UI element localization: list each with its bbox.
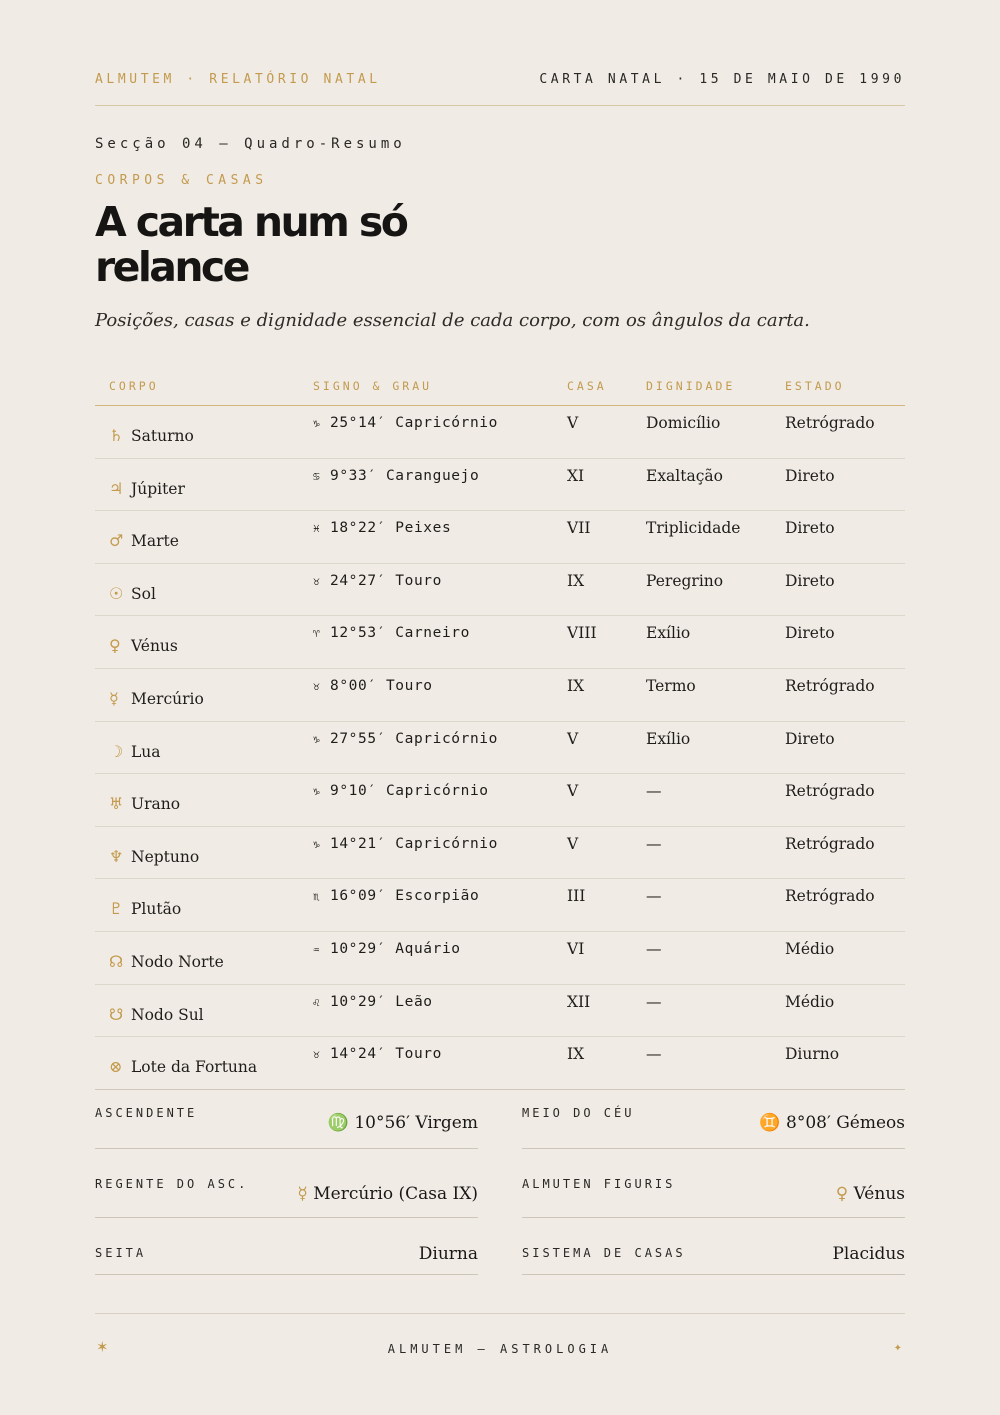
state-cell: Direto [785, 571, 835, 590]
house-cell: XII [567, 992, 591, 1011]
zodiac-sign-icon: ♓ [313, 522, 321, 536]
page-title: A carta num só relance [95, 198, 407, 291]
sign-position: 18°22′ Peixes [330, 520, 452, 537]
zodiac-sign-icon: ♑ [313, 837, 321, 851]
house-cell: VI [567, 939, 585, 958]
table-row [95, 879, 905, 932]
sign-cell [313, 941, 461, 957]
state-cell: Retrógrado [785, 414, 875, 432]
zodiac-sign-icon: ♑ [313, 417, 321, 430]
star-ornament-icon: ✦ [893, 1343, 902, 1354]
page-subtitle: Posições, casas e dignidade essencial de cada corpo, com os ângulos da carta. [95, 310, 810, 331]
sign-cell [313, 625, 470, 641]
table-row [95, 722, 905, 775]
dignity-cell: — [646, 939, 662, 958]
angle-label: SEITA [95, 1246, 147, 1260]
angle-almuten [522, 1165, 905, 1218]
state-cell: Retrógrado [785, 887, 875, 906]
body-name: Saturno [131, 427, 194, 445]
sign-cell [313, 731, 498, 747]
almuten-value: Vénus [853, 1184, 905, 1204]
sign-position: 25°14′ Capricórnio [330, 415, 498, 431]
table-row [95, 985, 905, 1038]
angle-label: MEIO DO CÉU [522, 1106, 635, 1120]
angle-value [836, 1184, 905, 1204]
sign-cell [313, 783, 489, 799]
sign-position: 14°21′ Capricórnio [330, 835, 498, 852]
venus-icon: ♀ [835, 1184, 849, 1204]
planet-glyph-icon: ☊ [109, 951, 124, 971]
column-header-sign: SIGNO & GRAU [313, 379, 433, 393]
body-name: Neptuno [131, 847, 200, 866]
body-name: Plutão [131, 900, 182, 919]
dignity-cell: — [646, 1045, 662, 1064]
house-cell: VII [567, 519, 591, 538]
dignity-cell: Domicílio [646, 414, 721, 432]
section-kicker: CORPOS & CASAS [95, 173, 268, 188]
angle-label: ASCENDENTE [95, 1106, 198, 1120]
sign-position: 24°27′ Touro [330, 572, 442, 589]
sign-position: 14°24′ Touro [330, 1046, 442, 1063]
zodiac-sign-icon: ♉ [313, 1048, 321, 1062]
body-name: Nodo Sul [131, 1005, 204, 1024]
house-cell: IX [567, 571, 585, 590]
sign-cell [313, 415, 498, 431]
body-name: Júpiter [131, 479, 185, 498]
table-row [95, 511, 905, 564]
table-body [95, 406, 905, 1090]
planet-glyph-icon: ☿ [109, 688, 119, 708]
sign-cell [313, 678, 433, 694]
angle-value [759, 1113, 905, 1133]
sign-position: 10°29′ Aquário [330, 940, 461, 957]
dignity-cell: — [646, 992, 662, 1011]
state-cell: Retrógrado [785, 676, 875, 695]
angle-label: ALMUTEN FIGURIS [522, 1177, 676, 1191]
zodiac-sign-icon: ♋ [313, 469, 321, 483]
table-row [95, 406, 905, 459]
state-cell: Diurno [785, 1045, 840, 1064]
planet-glyph-icon: ♅ [109, 794, 124, 814]
body-cell [109, 742, 161, 761]
house-cell: III [567, 887, 586, 906]
dignity-cell: Exaltação [646, 466, 723, 485]
zodiac-sign-icon: ♈ [313, 627, 321, 641]
sign-position: 9°10′ Capricórnio [330, 783, 489, 800]
body-name: Nodo Norte [131, 952, 224, 971]
state-cell: Direto [785, 624, 835, 643]
house-cell: V [567, 834, 579, 853]
zodiac-sign-icon: ♑ [313, 732, 321, 746]
column-header-state: ESTADO [785, 379, 845, 393]
dignity-cell: Exílio [646, 624, 691, 643]
page-header [95, 70, 905, 106]
sign-position: 16°09′ Escorpião [330, 888, 480, 905]
body-cell [109, 584, 156, 603]
angle-ascendant [95, 1094, 478, 1149]
state-cell: Direto [785, 729, 835, 748]
sign-cell [313, 520, 451, 536]
virgo-icon: ♍ [327, 1113, 349, 1133]
chart-info: CARTA NATAL · 15 DE MAIO DE 1990 [539, 72, 905, 87]
table-row [95, 932, 905, 985]
column-header-dignity: DIGNIDADE [646, 379, 736, 393]
state-cell: Médio [785, 992, 835, 1011]
column-header-house: CASA [567, 379, 607, 393]
angle-value [328, 1113, 478, 1133]
house-cell: XI [567, 466, 585, 485]
dignity-cell: Triplicidade [646, 519, 741, 538]
sign-position: 9°33′ Caranguejo [330, 467, 480, 484]
sign-cell [313, 468, 479, 484]
bodies-table [95, 372, 905, 1090]
planet-glyph-icon: ☽ [109, 741, 124, 761]
body-cell [109, 426, 194, 445]
column-header-body: CORPO [109, 379, 159, 393]
table-row [95, 564, 905, 617]
dignity-cell: — [646, 834, 662, 853]
planet-glyph-icon: ♆ [109, 846, 124, 866]
angle-label: SISTEMA DE CASAS [522, 1246, 686, 1260]
house-cell: IX [567, 676, 585, 695]
zodiac-sign-icon: ♉ [313, 574, 321, 588]
zodiac-sign-icon: ♒ [313, 942, 321, 956]
body-name: Lote da Fortuna [131, 1058, 258, 1077]
house-cell: V [567, 729, 579, 748]
state-cell: Direto [785, 519, 835, 538]
planet-glyph-icon: ♃ [109, 478, 124, 498]
state-cell: Retrógrado [785, 782, 875, 801]
mercury-icon: ☿ [297, 1184, 308, 1204]
zodiac-sign-icon: ♏ [313, 890, 321, 904]
body-cell [109, 531, 179, 550]
angle-house-system [522, 1234, 905, 1275]
body-name: Sol [131, 584, 156, 603]
sign-position: 27°55′ Capricórnio [330, 730, 498, 747]
state-cell: Retrógrado [785, 834, 875, 853]
body-cell [109, 636, 178, 655]
planet-glyph-icon: ♇ [109, 899, 124, 919]
body-cell [109, 1057, 257, 1076]
table-row [95, 1037, 905, 1090]
sect-value: Diurna [418, 1244, 478, 1264]
state-cell: Direto [785, 466, 835, 485]
table-header [95, 372, 905, 406]
planet-glyph-icon: ☉ [109, 583, 124, 603]
house-system-value: Placidus [832, 1244, 905, 1264]
asc-ruler-value: Mercúrio (Casa IX) [313, 1184, 478, 1204]
table-row [95, 669, 905, 722]
sign-cell [313, 573, 442, 589]
section-number: Secção 04 — Quadro-Resumo [95, 136, 406, 152]
house-cell: V [567, 782, 579, 801]
body-cell [109, 479, 185, 498]
planet-glyph-icon: ⊗ [109, 1057, 123, 1077]
angle-asc-ruler [95, 1165, 478, 1218]
sign-cell [313, 994, 433, 1010]
table-row [95, 827, 905, 880]
sign-cell [313, 836, 498, 852]
body-cell [109, 794, 180, 813]
star-ornament-icon: ✶ [96, 1338, 109, 1356]
house-cell: VIII [567, 624, 597, 643]
sign-position: 12°53′ Carneiro [330, 625, 470, 642]
body-name: Vénus [131, 637, 178, 656]
body-name: Urano [131, 795, 181, 814]
angle-midheaven [522, 1094, 905, 1149]
house-cell: IX [567, 1045, 585, 1064]
sign-position: 10°29′ Leão [330, 993, 433, 1010]
body-cell [109, 689, 204, 708]
sign-position: 8°00′ Touro [330, 677, 433, 694]
zodiac-sign-icon: ♌ [313, 995, 321, 1009]
brand-label: ALMUTEM · RELATÓRIO NATAL [95, 72, 381, 87]
gemini-icon: ♊ [759, 1113, 781, 1133]
sign-cell [313, 888, 479, 904]
dignity-cell: — [646, 782, 662, 801]
body-cell [109, 1005, 204, 1024]
body-cell [109, 899, 181, 918]
footer-text: ALMUTEM — ASTROLOGIA [387, 1342, 613, 1356]
planet-glyph-icon: ♄ [109, 426, 124, 445]
dignity-cell: — [646, 887, 662, 906]
body-cell [109, 847, 199, 866]
body-name: Mercúrio [131, 689, 204, 708]
sign-cell [313, 1046, 442, 1062]
table-row [95, 616, 905, 669]
body-name: Lua [131, 742, 161, 761]
footer-divider [95, 1313, 905, 1314]
body-name: Marte [131, 532, 179, 551]
angle-sect [95, 1234, 478, 1275]
table-row [95, 459, 905, 512]
planet-glyph-icon: ☋ [109, 1004, 124, 1024]
midheaven-value: 8°08′ Gémeos [786, 1113, 905, 1133]
state-cell: Médio [785, 939, 835, 958]
angle-value [297, 1184, 478, 1204]
dignity-cell: Exílio [646, 729, 691, 748]
planet-glyph-icon: ♂ [109, 531, 124, 551]
house-cell: V [567, 414, 579, 432]
ascendant-value: 10°56′ Virgem [354, 1113, 478, 1133]
dignity-cell: Termo [646, 676, 696, 695]
angle-label: REGENTE DO ASC. [95, 1177, 249, 1191]
table-row [95, 774, 905, 827]
zodiac-sign-icon: ♉ [313, 679, 321, 693]
zodiac-sign-icon: ♑ [313, 785, 321, 799]
body-cell [109, 952, 224, 971]
planet-glyph-icon: ♀ [109, 636, 121, 656]
dignity-cell: Peregrino [646, 571, 724, 590]
